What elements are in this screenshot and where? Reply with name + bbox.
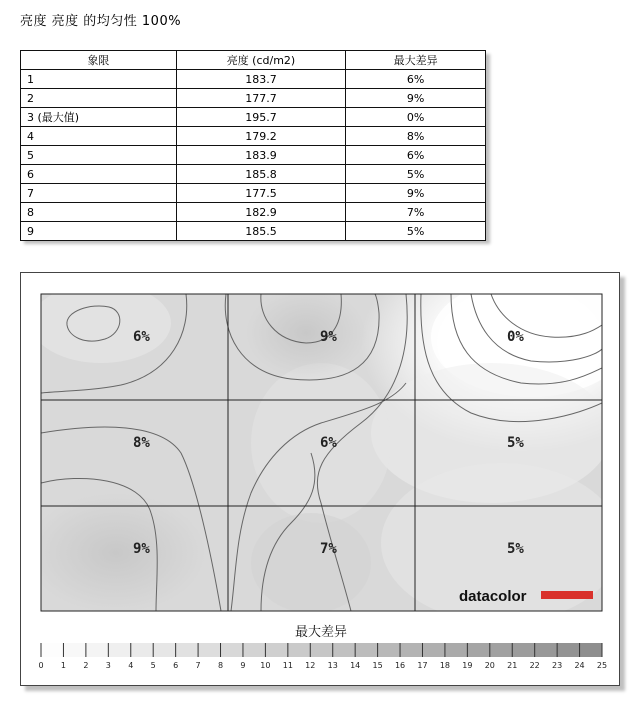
legend-scale bbox=[38, 643, 607, 670]
cell-luminance: 185.8 bbox=[176, 165, 346, 184]
legend-tick-label: 11 bbox=[282, 661, 293, 670]
legend-swatch bbox=[580, 643, 602, 657]
header-max-diff: 最大差异 bbox=[346, 51, 486, 70]
legend-tick-label: 3 bbox=[105, 661, 111, 670]
cell-max-diff: 5% bbox=[346, 222, 486, 241]
legend-tick-label: 14 bbox=[350, 661, 361, 670]
cell-quadrant: 1 bbox=[21, 70, 177, 89]
cell-quadrant: 7 bbox=[21, 184, 177, 203]
legend-swatch bbox=[310, 643, 332, 657]
quadrant-label: 5% bbox=[507, 541, 524, 557]
table-row bbox=[21, 165, 486, 184]
legend-tick-label: 8 bbox=[217, 661, 224, 670]
cell-luminance: 177.5 bbox=[176, 184, 346, 203]
legend-swatch bbox=[131, 643, 153, 657]
legend-swatch bbox=[153, 643, 175, 657]
legend-tick-label: 0 bbox=[38, 661, 44, 670]
cell-max-diff: 8% bbox=[346, 127, 486, 146]
cell-quadrant: 6 bbox=[21, 165, 177, 184]
cell-luminance: 182.9 bbox=[176, 203, 346, 222]
cell-luminance: 185.5 bbox=[176, 222, 346, 241]
brand-bar bbox=[541, 591, 593, 599]
table-row bbox=[21, 184, 486, 203]
legend-tick-label: 4 bbox=[128, 661, 134, 670]
legend-swatch bbox=[333, 643, 355, 657]
legend-swatch bbox=[288, 643, 310, 657]
legend-tick-label: 21 bbox=[507, 661, 518, 670]
cell-luminance: 179.2 bbox=[176, 127, 346, 146]
legend-swatch bbox=[422, 643, 444, 657]
cell-quadrant: 5 bbox=[21, 146, 177, 165]
cell-max-diff: 0% bbox=[346, 108, 486, 127]
cell-luminance: 195.7 bbox=[176, 108, 346, 127]
legend-tick-label: 16 bbox=[394, 661, 406, 670]
legend-swatch bbox=[108, 643, 130, 657]
quadrant-label: 9% bbox=[320, 329, 337, 345]
quadrant-label: 5% bbox=[507, 435, 524, 451]
legend-tick-label: 17 bbox=[417, 661, 428, 670]
table-row bbox=[21, 203, 486, 222]
legend-swatch bbox=[63, 643, 85, 657]
table-row bbox=[21, 146, 486, 165]
legend-tick-label: 2 bbox=[83, 661, 89, 670]
legend-swatch bbox=[535, 643, 557, 657]
legend-swatch bbox=[86, 643, 108, 657]
cell-luminance: 183.9 bbox=[176, 146, 346, 165]
legend-tick-label: 9 bbox=[240, 661, 246, 670]
legend-swatch bbox=[198, 643, 220, 657]
quadrant-label: 6% bbox=[133, 329, 150, 345]
legend-swatch bbox=[445, 643, 467, 657]
legend-tick-label: 24 bbox=[574, 661, 585, 670]
cell-max-diff: 9% bbox=[346, 184, 486, 203]
cell-quadrant: 2 bbox=[21, 89, 177, 108]
uniformity-table bbox=[20, 50, 486, 241]
legend-swatch bbox=[41, 643, 63, 657]
quadrant-label: 9% bbox=[133, 541, 150, 557]
legend-swatch bbox=[243, 643, 265, 657]
legend-tick-label: 1 bbox=[60, 661, 66, 670]
quadrant-label: 7% bbox=[320, 541, 337, 557]
legend-swatch bbox=[378, 643, 400, 657]
quadrant-label: 8% bbox=[133, 435, 150, 451]
cell-max-diff: 5% bbox=[346, 165, 486, 184]
page-title: 亮度 亮度 的均匀性 100% bbox=[20, 14, 182, 29]
table-row bbox=[21, 108, 486, 127]
brand-text: datacolor bbox=[459, 588, 527, 605]
legend-tick-label: 6 bbox=[173, 661, 179, 670]
cell-quadrant: 3 (最大值) bbox=[21, 108, 177, 127]
cell-luminance: 183.7 bbox=[176, 70, 346, 89]
uniformity-table-container bbox=[20, 50, 486, 240]
legend-swatch bbox=[512, 643, 534, 657]
legend-title: 最大差异 bbox=[294, 625, 348, 640]
table-row bbox=[21, 127, 486, 146]
cell-quadrant: 9 bbox=[21, 222, 177, 241]
cell-luminance: 177.7 bbox=[176, 89, 346, 108]
legend-tick-label: 19 bbox=[462, 661, 473, 670]
cell-quadrant: 4 bbox=[21, 127, 177, 146]
uniformity-chart-panel bbox=[20, 272, 620, 686]
legend-tick-label: 7 bbox=[195, 661, 201, 670]
cell-max-diff: 7% bbox=[346, 203, 486, 222]
cell-max-diff: 6% bbox=[346, 70, 486, 89]
legend-tick-label: 5 bbox=[150, 661, 156, 670]
header-luminance: 亮度 (cd/m2) bbox=[176, 51, 346, 70]
table-row bbox=[21, 89, 486, 108]
cell-quadrant: 8 bbox=[21, 203, 177, 222]
legend-swatch bbox=[355, 643, 377, 657]
legend-tick-label: 18 bbox=[439, 661, 451, 670]
legend-tick-label: 15 bbox=[372, 661, 383, 670]
table-row bbox=[21, 222, 486, 241]
legend-swatch bbox=[221, 643, 243, 657]
legend-tick-label: 22 bbox=[529, 661, 540, 670]
legend-swatch bbox=[400, 643, 422, 657]
legend-tick-label: 13 bbox=[327, 661, 338, 670]
cell-max-diff: 6% bbox=[346, 146, 486, 165]
legend-swatch bbox=[265, 643, 287, 657]
cell-max-diff: 9% bbox=[346, 89, 486, 108]
table-row bbox=[21, 70, 486, 89]
legend-tick-label: 12 bbox=[305, 661, 316, 670]
quadrant-label: 6% bbox=[320, 435, 337, 451]
header-quadrant: 象限 bbox=[21, 51, 177, 70]
legend-swatch bbox=[176, 643, 198, 657]
table-header-row bbox=[21, 51, 486, 70]
legend-swatch bbox=[490, 643, 512, 657]
quadrant-label: 0% bbox=[507, 329, 524, 345]
legend-swatch bbox=[557, 643, 579, 657]
uniformity-heatmap bbox=[21, 273, 621, 687]
legend-tick-label: 10 bbox=[260, 661, 271, 670]
legend-tick-label: 25 bbox=[596, 661, 608, 670]
legend-tick-label: 23 bbox=[552, 661, 563, 670]
legend-swatch bbox=[467, 643, 489, 657]
legend-tick-label: 20 bbox=[484, 661, 495, 670]
